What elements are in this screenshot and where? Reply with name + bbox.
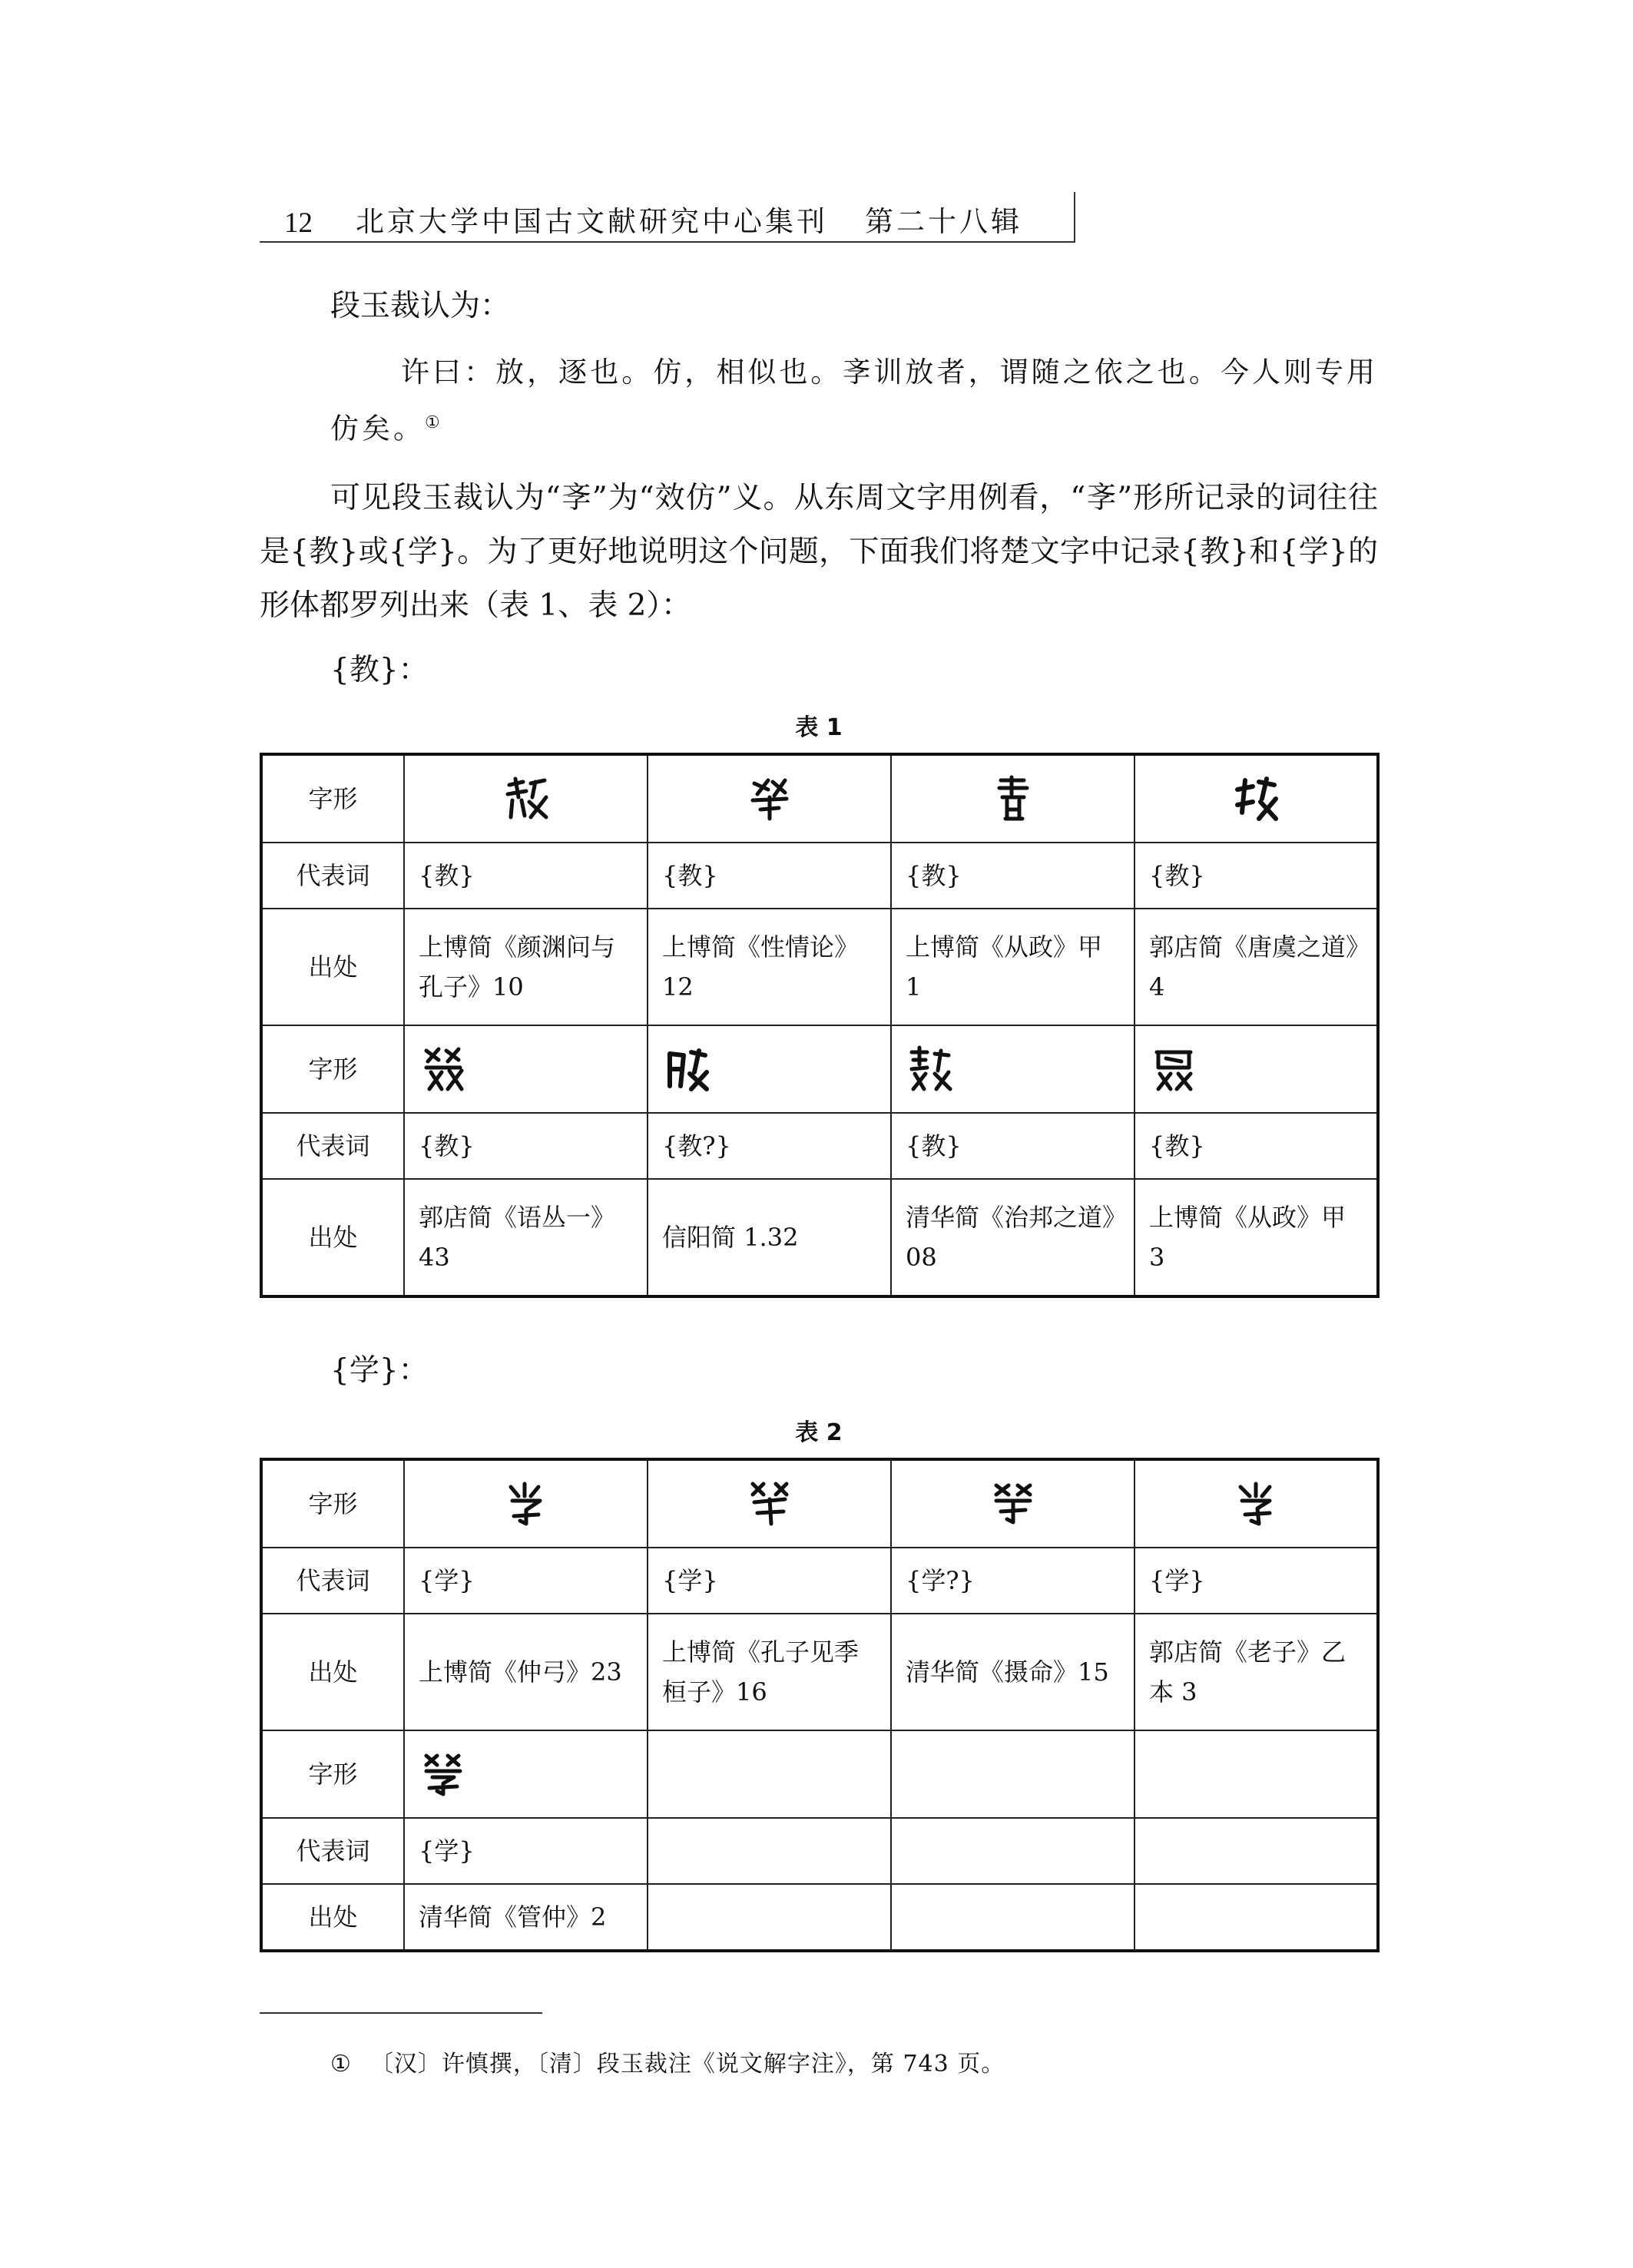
table-row [261, 1818, 1378, 1884]
source-cell: 清华简《治邦之道》08 [891, 1179, 1134, 1296]
source-cell: 上博简《性情论》12 [648, 909, 891, 1025]
glyph-cell [404, 754, 648, 843]
page-number: 12 [284, 207, 313, 239]
ancient-glyph-icon [745, 1479, 794, 1528]
word-cell: {学} [404, 1548, 648, 1614]
footnote [330, 2045, 1005, 2078]
word-cell: {学} [648, 1548, 891, 1614]
footnote-ref: ① [425, 413, 443, 432]
ancient-glyph-icon [906, 1045, 955, 1094]
source-cell: 上博简《从政》甲 3 [1134, 1179, 1378, 1296]
word-cell: {学} [1134, 1548, 1378, 1614]
word-cell: {教} [1134, 1113, 1378, 1179]
paragraph-intro: 段玉裁认为： [330, 289, 511, 323]
word-cell: {教} [891, 1113, 1134, 1179]
glyph-cell [891, 1730, 1134, 1818]
journal-title: 北京大学中国古文献研究中心集刊 [356, 205, 828, 238]
ancient-glyph-icon [1231, 774, 1280, 823]
volume-label: 第二十八辑 [865, 205, 1022, 238]
row-label-word: 代表词 [261, 1548, 404, 1614]
source-cell: 信阳简 1.32 [648, 1179, 891, 1296]
word-cell [648, 1818, 891, 1884]
row-label-glyph: 字形 [261, 1025, 404, 1113]
source-cell: 上博简《仲弓》23 [404, 1614, 648, 1730]
word-cell: {教} [1134, 843, 1378, 909]
row-label-glyph: 字形 [261, 1459, 404, 1548]
row-label-source: 出处 [261, 1884, 404, 1951]
glyph-cell [404, 1730, 648, 1818]
row-label-glyph: 字形 [261, 1730, 404, 1818]
ancient-glyph-icon [1149, 1045, 1198, 1094]
source-cell: 郭店简《老子》乙本 3 [1134, 1614, 1378, 1730]
table1 [260, 753, 1380, 1298]
source-cell: 上博简《颜渊问与孔子》10 [404, 909, 648, 1025]
table1-caption: 表 1 [795, 714, 843, 741]
header-vertical-rule [1074, 192, 1075, 241]
glyph-cell [1134, 1025, 1378, 1113]
glyph-cell [404, 1025, 648, 1113]
word-cell: {学?} [891, 1548, 1134, 1614]
source-cell: 郭店简《语丛一》43 [404, 1179, 648, 1296]
ancient-glyph-icon [989, 774, 1038, 823]
row-label-word: 代表词 [261, 1113, 404, 1179]
glyph-cell [891, 754, 1134, 843]
source-cell [648, 1884, 891, 1951]
source-cell: 清华简《管仲》2 [404, 1884, 648, 1951]
glyph-cell [648, 1025, 891, 1113]
ancient-glyph-icon [502, 774, 551, 823]
word-cell: {教} [404, 1113, 648, 1179]
block-quote [330, 347, 1378, 454]
label-jiao: {教}： [330, 653, 429, 687]
glyph-cell [891, 1459, 1134, 1548]
glyph-cell [648, 1459, 891, 1548]
ancient-glyph-icon [1231, 1479, 1280, 1528]
glyph-cell [648, 754, 891, 843]
row-label-source: 出处 [261, 909, 404, 1025]
quote-text: 许曰：放，逐也。仿，相似也。斈训放者，谓随之依之也。今人则专用仿矣。 [330, 356, 1378, 445]
word-cell [891, 1818, 1134, 1884]
source-cell [891, 1884, 1134, 1951]
table-row [261, 1179, 1378, 1296]
glyph-cell [1134, 1459, 1378, 1548]
word-cell [1134, 1818, 1378, 1884]
source-cell: 上博简《从政》甲 1 [891, 909, 1134, 1025]
row-label-word: 代表词 [261, 843, 404, 909]
source-cell: 上博简《孔子见季桓子》16 [648, 1614, 891, 1730]
table-row [261, 843, 1378, 909]
ancient-glyph-icon [989, 1479, 1038, 1528]
source-cell: 清华简《摄命》15 [891, 1614, 1134, 1730]
table-row [261, 1459, 1378, 1548]
table-row [261, 1025, 1378, 1113]
table-row [261, 909, 1378, 1025]
table-row [261, 1614, 1378, 1730]
footnote-rule [260, 2012, 542, 2014]
ancient-glyph-icon [745, 774, 794, 823]
ancient-glyph-icon [662, 1045, 711, 1094]
ancient-glyph-icon [419, 1750, 468, 1799]
table2 [260, 1458, 1380, 1952]
source-cell: 郭店简《唐虞之道》4 [1134, 909, 1378, 1025]
word-cell: {教} [404, 843, 648, 909]
word-cell: {教?} [648, 1113, 891, 1179]
footnote-mark: ① [330, 2051, 352, 2078]
paragraph-main: 可见段玉裁认为“斈”为“效仿”义。从东周文字用例看，“斈”形所记录的词往往是{教}或{学}。为了更好地说明这个问题，下面我们将楚文字中记录{教}和{学}的形体都罗列出来（表 1、表 2）： [260, 481, 1378, 623]
row-label-source: 出处 [261, 1614, 404, 1730]
glyph-cell [404, 1459, 648, 1548]
table2-caption: 表 2 [795, 1419, 843, 1446]
row-label-word: 代表词 [261, 1818, 404, 1884]
ancient-glyph-icon [419, 1045, 468, 1094]
footnote-text: 〔汉〕许慎撰，〔清〕段玉裁注《说文解字注》，第 743 页。 [369, 2051, 1005, 2078]
word-cell: {教} [648, 843, 891, 909]
glyph-cell [1134, 754, 1378, 843]
glyph-cell [1134, 1730, 1378, 1818]
ancient-glyph-icon [502, 1479, 551, 1528]
glyph-cell [648, 1730, 891, 1818]
word-cell: {学} [404, 1818, 648, 1884]
word-cell: {教} [891, 843, 1134, 909]
table-row [261, 1884, 1378, 1951]
header-rule [260, 241, 1075, 243]
label-xue: {学}： [330, 1353, 429, 1388]
glyph-cell [891, 1025, 1134, 1113]
table-row [261, 1730, 1378, 1818]
table-row [261, 1548, 1378, 1614]
running-header [260, 194, 1074, 240]
row-label-source: 出处 [261, 1179, 404, 1296]
source-cell [1134, 1884, 1378, 1951]
row-label-glyph: 字形 [261, 754, 404, 843]
table-row [261, 754, 1378, 843]
table-row [261, 1113, 1378, 1179]
